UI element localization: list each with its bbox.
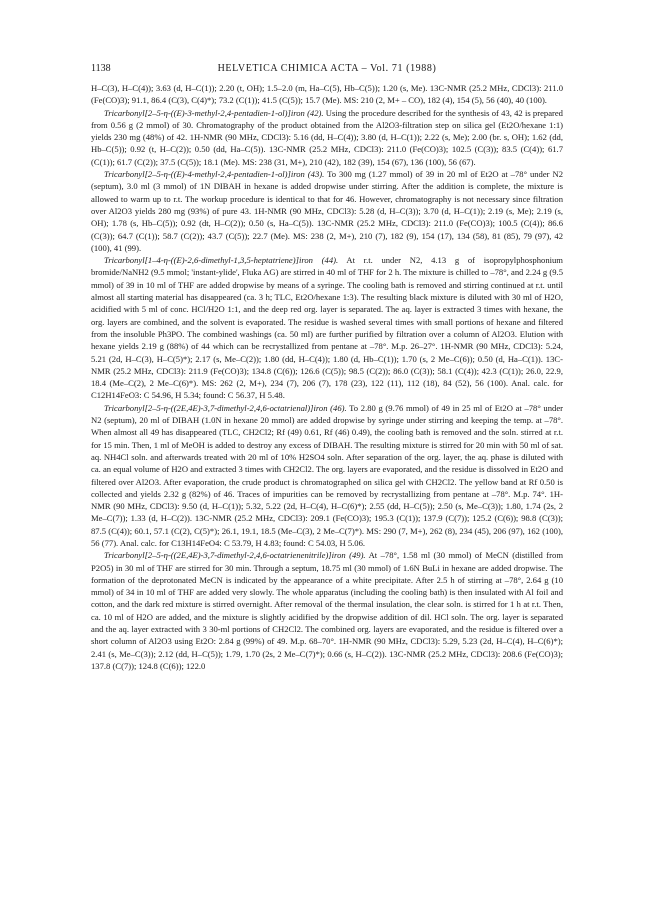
page-number: 1138: [91, 63, 111, 74]
running-header: [91, 62, 563, 76]
paragraph-text: Using the procedure described for the synthesis of 43, 42 is prepared from 0.56 g (2 mmol) of 30. Chromatography of the product obtained from the Al2O3-filtration step on silica gel (Et2O/hexane 1:1) yields 230 mg (48%) of 42. 1H-NMR (90 MHz, CDCl3): 5.16 (dd, H–C(4)); 3.80 (d, H–C(1)); 2.22 (s, Me); 2.00 (br. s, OH); 1.62 (dd, Hb–C(5)); 0.92 (t, H–C(2)); 0.50 (dd, Ha–C(5)). 13C-NMR (25.2 MHz, CDCl3): 211.0 (Fe(CO)3); 102.5 (C(3)); 83.5 (C(4)); 61.7 (C(1)); 61.7 (C(2)); 37.5 (C(5)); 18.1 (Me). MS: 238 (31, M+), 210 (42), 182 (39), 154 (67), 136 (100), 56 (67).: [91, 107, 563, 167]
paragraph-text: To 2.80 g (9.76 mmol) of 49 in 25 ml of Et2O at –78° under N2 (septum), 20 ml of DIBAH (1.0N in hexane 20 mmol) are added dropwise by syringe under stirring and keeping the temp. at –78°. When almost all 49 has disappeared (TLC, CH2Cl2; Rf (49) 0.61, Rf (46) 0.49), the cooling bath is removed and the soln. stirred at r.t. for 15 min. Then, 1 ml of MeOH is added to destroy any excess of DIBAH. The resulting mixture is stirred for 20 min with 50 ml of sat. aq. NH4Cl soln. and afterwards treated with 20 ml of 10% H2SO4 soln. After separation of the org. layer, the aq. phase is diluted with ca. an equal volume of H2O and extracted 3 times with CH2Cl2. The org. layers are evaporated, and the residue is dissolved in Et2O and filtered over Al2O3. After evaporation, the crude product is chromatographed on silica gel with CH2Cl2. The yellow band at Rf 0.50 is collected and yields 2.32 g (82%) of 46. Traces of impurities can be removed by recrystallizing from pentane at –78°. M.p. 74°. 1H-NMR (90 MHz, CDCl3): 9.50 (d, H–C(1)); 5.32, 5.22 (2d, H–C(4), H–C(6)*); 2.55 (dd, H–C(5)); 2.50 (s, Me–C(3)); 1.80, 1.74 (2s, 2 Me–C(7)); 1.33 (d, H–C(2)). 13C-NMR (25.2 MHz, CDCl3): 209.1 (Fe(CO)3); 195.3 (C(1)); 137.9 (C(7)); 125.2 (C(6)); 98.8 (C(3)); 87.5 (C(4)); 60.1, 57.1 (C(2), C(5)*); 26.1, 19.1, 18.5 (Me–C(3), 2 Me–C(7)*). MS: 290 (7, M+), 262 (8), 234 (45), 206 (97), 162 (100), 56 (77). Anal. calc. for C13H14FeO4: C 53.79, H 4.83; found: C 54.03, H 5.06.: [91, 402, 563, 548]
paragraph-compound-44: [91, 254, 563, 402]
paragraph-compound-46: [91, 402, 563, 550]
compound-title: Tricarbonyl[1–4-η-((E)-2,6-dimethyl-1,3,5-heptatriene)]iron (44).: [104, 255, 339, 266]
compound-title: Tricarbonyl[2–5-η-((E)-3-methyl-2,4-pentadien-1-ol)]iron (42).: [104, 107, 324, 118]
paragraph-text: To 300 mg (1.27 mmol) of 39 in 20 ml of Et2O at –78° under N2 (septum), 3.0 ml (3 mmol) of 1N DIBAH in hexane is added dropwise under stirring. After the addition is complete, the mixture is allowed to warm up to r.t. The workup procedure is identical to that for 46. However, chromatography is not necessary since filtration over Al2O3 yields 280 mg (93%) of pure 43. 1H-NMR (90 MHz, CDCl3): 5.28 (d, H–C(3)); 3.70 (d, H–C(1)); 2.19 (s, Me); 2.19 (s, OH); 1.78 (s, Hb–C(5)); 0.92 (dt, H–C(2)); 0.50 (s, Ha–C(5)). 13C-NMR (25.2 MHz, CDCl3): 211.0 (Fe(CO)3); 100.5 (C(4)); 86.6 (C(3)); 64.7 (C(1)); 58.7 (C(2)); 43.7 (C(5)); 22.7 (Me). MS: 238 (2, M+), 210 (7), 182 (9), 154 (17), 134 (58), 81 (85), 79 (97), 42 (100), 41 (99).: [91, 169, 563, 253]
compound-title: Tricarbonyl[2–5-η-((E)-4-methyl-2,4-pentadien-1-ol)]iron (43).: [104, 169, 325, 180]
body-text: [91, 82, 563, 872]
paragraph-compound-42: [91, 107, 563, 168]
paragraph-compound-49: [91, 549, 563, 672]
compound-title: Tricarbonyl[2–5-η-((2E,4E)-3,7-dimethyl-2,4,6-octatrienenitrile)]iron (49).: [104, 550, 366, 561]
paragraph-compound-43: [91, 168, 563, 254]
paragraph-text: At –78°, 1.58 ml (30 mmol) of MeCN (distilled from P2O5) in 30 ml of THF are stirred for 30 min. Through a septum, 18.75 ml (30 mmol) of 1.6N BuLi in hexane are added dropwise. The formation of the deprotonated MeCN is indicated by the appearance of a white precipitate. After 2.5 h of stirring at –78°, 2.64 g (10 mmol) of 34 in 10 ml of THF are added very slowly. The whole apparatus (including the cooling bath) is then insulated with Al foil and cotton, and the dark red mixture is stirred overnight. After removal of the thermal insulation, the clear soln. is stirred for 1 h at r.t. Then, ca. 10 ml of H2O are added, and the mixture is slightly acidified by the dropwise addition of dil. HCl soln. The org. layer is separated and the aq. layer extracted with 3 30-ml portions of CH2Cl2. The combined org. layers are evaporated, and the residue is filtered over a short column of Al2O3 using Et2O: 2.84 g (99%) of 49. M.p. 68–70°. 1H-NMR (90 MHz, CDCl3): 5.29, 5.23 (2d, H–C(4), H–C(6)*); 2.41 (s, Me–C(3)); 2.12 (dd, H–C(5)); 1.79, 1.70 (2s, 2 Me–C(7)*); 0.66 (s, H–C(2)). 13C-NMR (25.2 MHz, CDCl3): 208.6 (Fe(CO)3); 137.8 (C(7)); 124.8 (C(6)); 122.0: [91, 550, 563, 671]
journal-title: HELVETICA CHIMICA ACTA – Vol. 71 (1988): [217, 63, 437, 74]
compound-title: Tricarbonyl[2–5-η-((2E,4E)-3,7-dimethyl-2,4,6-octatrienal)]iron (46).: [104, 402, 347, 413]
paragraph-text: H–C(3), H–C(4)); 3.63 (d, H–C(1)); 2.20 (t, OH); 1.5–2.0 (m, Ha–C(5), Hb–C(5)); 1.20 (s, Me). 13C-NMR (25.2 MHz, CDCl3): 211.0 (Fe(CO)3); 91.1, 86.4 (C(3), C(4)*); 73.2 (C(1)); 41.5 (C(5)); 15.7 (Me). MS: 210 (2, M+ – CO), 182 (4), 154 (5), 56 (40), 40 (100).: [91, 83, 563, 106]
paragraph-continuation: [91, 82, 563, 107]
paragraph-text: At r.t. under N2, 4.13 g of isopropylphosphonium bromide/NaNH2 (9.5 mmol; 'instant-ylide', Fluka AG) are stirred in 40 ml of THF for 2 h. The mixture is chilled to –78°, and 2.24 g (9.5 mmol) of 39 in 10 ml of THF are added dropwise by means of a syringe. The cooling bath is removed and stirring continued at r.t. until almost all starting material has disappeared (ca. 3 h; TLC, Et2O/hexane 1:3). The resulting black mixture is diluted with 30 ml of H2O, acidified with 5 ml of conc. HCl/H2O 1:1, and the deep red org. layer is separated. The aq. layer is extracted 3 times with hexane, the org. layers are combined, and the solvent is evaporated. The residue is washed several times with small portions of hexane and filtered from the insoluble Ph3PO. The combined washings (ca. 50 ml) are further purified by filtration over a column of Al2O3. Elution with hexane yields 2.19 g (88%) of 44 which can be recrystallized from pentane at –78°. M.p. 26–27°. 1H-NMR (90 MHz, CDCl3): 5.24, 5.21 (2d, H–C(3), H–C(5)*); 2.17 (s, Me–C(2)); 1.80 (dd, H–C(4)); 1.80 (d, Hb–C(1)); 1.70 (s, 2 Me–C(6)); 0.50 (d, Ha–C(1)). 13C-NMR (25.2 MHz, CDCl3): 211.9 (Fe(CO)3); 134.8 (C(6)); 126.6 (C(5)); 98.5 (C(2)); 86.0 (C(3)); 58.1 (C(4)); 42.3 (C(1)); 26.0, 22.9, 18.4 (Me–C(2), 2 Me–C(6)*). MS: 262 (2, M+), 234 (7), 206 (7), 178 (23), 122 (11), 112 (18), 84 (52), 56 (100). Anal. calc. for C12H14FeO3: C 54.96, H 5.34; found: C 56.37, H 5.48.: [91, 255, 563, 401]
